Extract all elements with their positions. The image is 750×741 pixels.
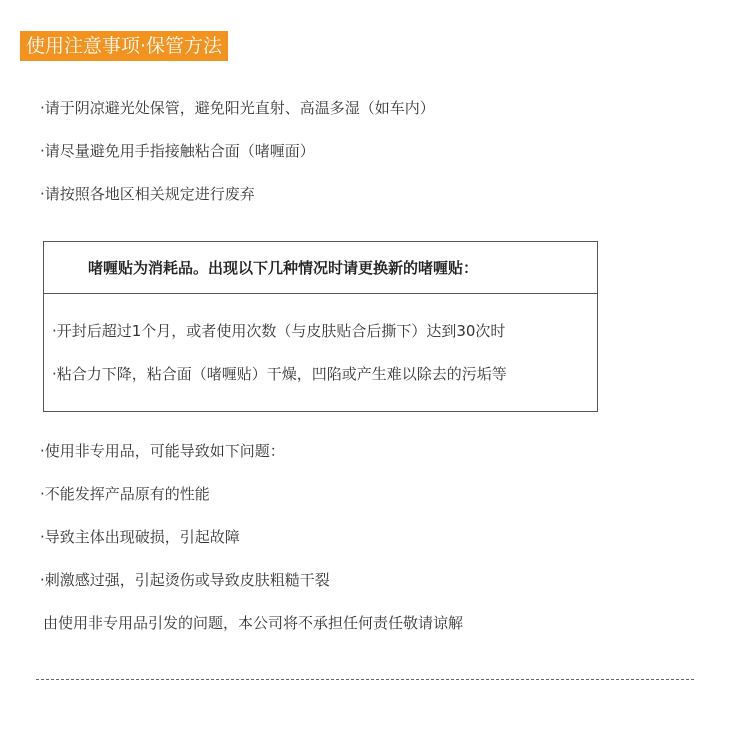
non-dedicated-issue: ·不能发挥产品原有的性能 — [40, 485, 210, 503]
replacement-notice-heading: 啫喱贴为消耗品。出现以下几种情况时请更换新的啫喱贴： — [88, 259, 479, 277]
section-title: 使用注意事项·保管方法 — [20, 31, 228, 61]
storage-note: ·请于阴凉避光处保管，避免阳光直射、高温多湿（如车内） — [40, 99, 435, 117]
disclaimer: 由使用非专用品引发的问题，本公司将不承担任何责任敬请谅解 — [43, 614, 464, 632]
non-dedicated-issue: ·刺激感过强，引起烫伤或导致皮肤粗糙干裂 — [40, 571, 330, 589]
replacement-condition: ·开封后超过1个月，或者使用次数（与皮肤贴合后撕下）达到30次时 — [52, 322, 506, 340]
storage-note: ·请按照各地区相关规定进行废弃 — [40, 185, 255, 203]
non-dedicated-intro: ·使用非专用品，可能导致如下问题： — [40, 442, 285, 460]
replacement-notice-box — [43, 241, 598, 412]
storage-note: ·请尽量避免用手指接触粘合面（啫喱面） — [40, 142, 315, 160]
replacement-notice-header — [44, 242, 597, 294]
dashed-divider — [36, 679, 694, 680]
non-dedicated-issue: ·导致主体出现破损，引起故障 — [40, 528, 240, 546]
replacement-condition: ·粘合力下降，粘合面（啫喱贴）干燥，凹陷或产生难以除去的污垢等 — [52, 365, 507, 383]
